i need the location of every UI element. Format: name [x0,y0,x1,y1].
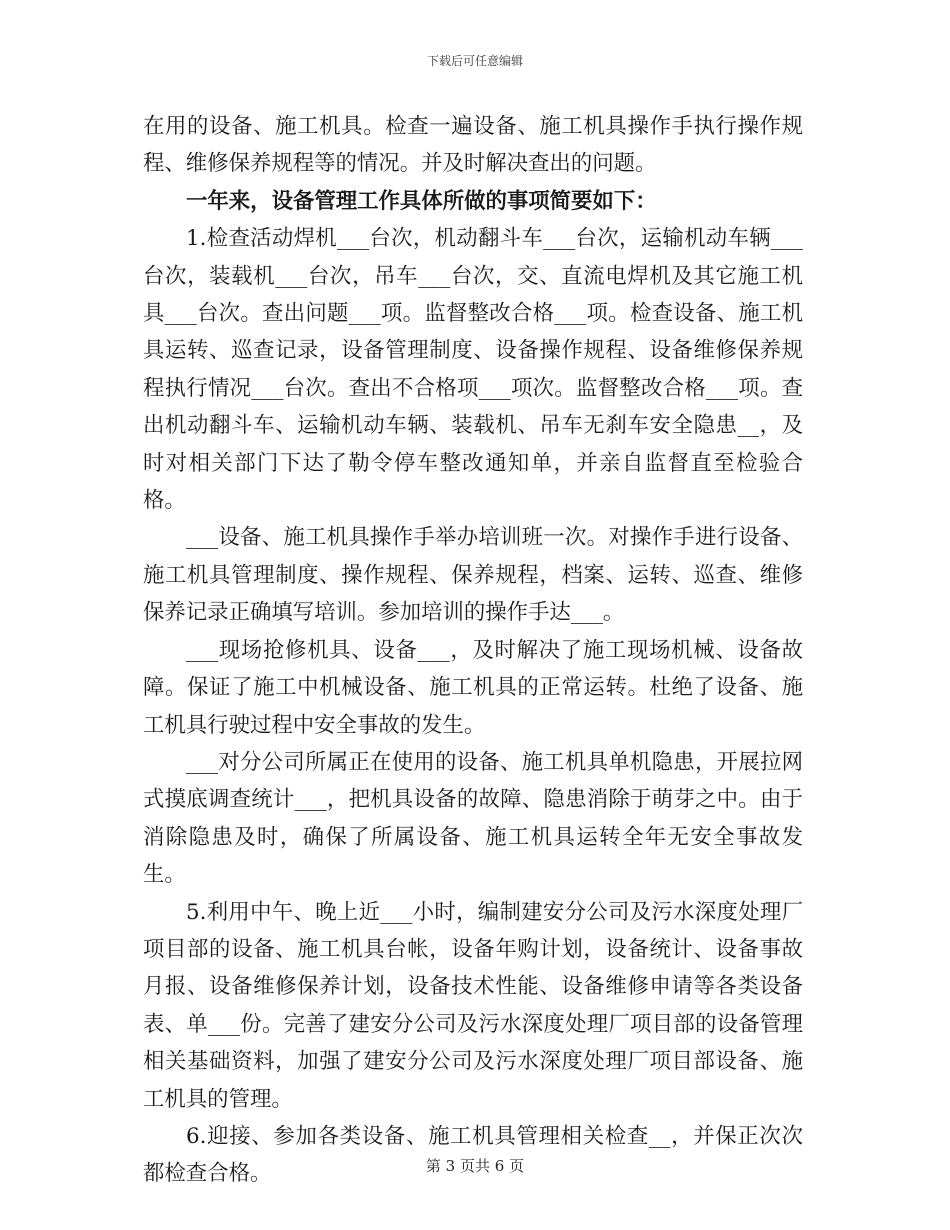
document-body [143,108,803,1193]
paragraph-repair: ___现场抢修机具、设备___，及时解决了施工现场机械、设备故障。保证了施工中机械设备、施工机具的正常运转。杜绝了设备、施工机具行驶过程中安全事故的发生。 [143,637,803,738]
page-footer: 第 3 页共 6 页 [425,1157,525,1175]
paragraph-item-5: 5.利用中午、晚上近___小时，编制建安分公司及污水深度处理厂项目部的设备、施工机具台帐，设备年购计划，设备统计、设备事故月报、设备维修保养计划，设备技术性能、设备维修申请等各类设备表、单___份。完善了建安分公司及污水深度处理厂项目部的设备管理相关基础资料，加强了建安分公司及污水深度处理厂项目部设备、施工机具的管理。 [143,899,803,1112]
paragraph-intro-continued: 在用的设备、施工机具。检查一遍设备、施工机具操作手执行操作规程、维修保养规程等的情况。并及时解决查出的问题。 [143,114,803,177]
paragraph-item-1: 1.检查活动焊机___台次，机动翻斗车___台次，运输机动车辆___台次，装载机___台次，吊车___台次，交、直流电焊机及其它施工机具___台次。查出问题___项。监督整改合格___项。检查设备、施工机具运转、巡查记录，设备管理制度、设备操作规程、设备维修保养规程执行情况___台次。查出不合格项___项次。监督整改合格___项。查出机动翻斗车、运输机动车辆、装载机、吊车无刹车安全隐患__，及时对相关部门下达了勒令停车整改通知单，并亲自监督直至检验合格。 [143,226,803,514]
paragraph-item-6: 6.迎接、参加各类设备、施工机具管理相关检查__，并保正次次都检查合格。 [143,1123,803,1187]
section-heading: 一年来，设备管理工作具体所做的事项简要如下： [186,188,657,214]
paragraph-training: ___设备、施工机具操作手举办培训班一次。对操作手进行设备、施工机具管理制度、操作规程、保养规程，档案、运转、巡查、维修保养记录正确填写培训。参加培训的操作手达___。 [143,525,803,626]
page-header: 下载后可任意编辑 [426,54,523,68]
paragraph-inspection: ___对分公司所属正在使用的设备、施工机具单机隐患，开展拉网式摸底调查统计___，把机具设备的故障、隐患消除于萌芽之中。由于消除隐患及时，确保了所属设备、施工机具运转全年无安全事故发生。 [143,749,803,888]
